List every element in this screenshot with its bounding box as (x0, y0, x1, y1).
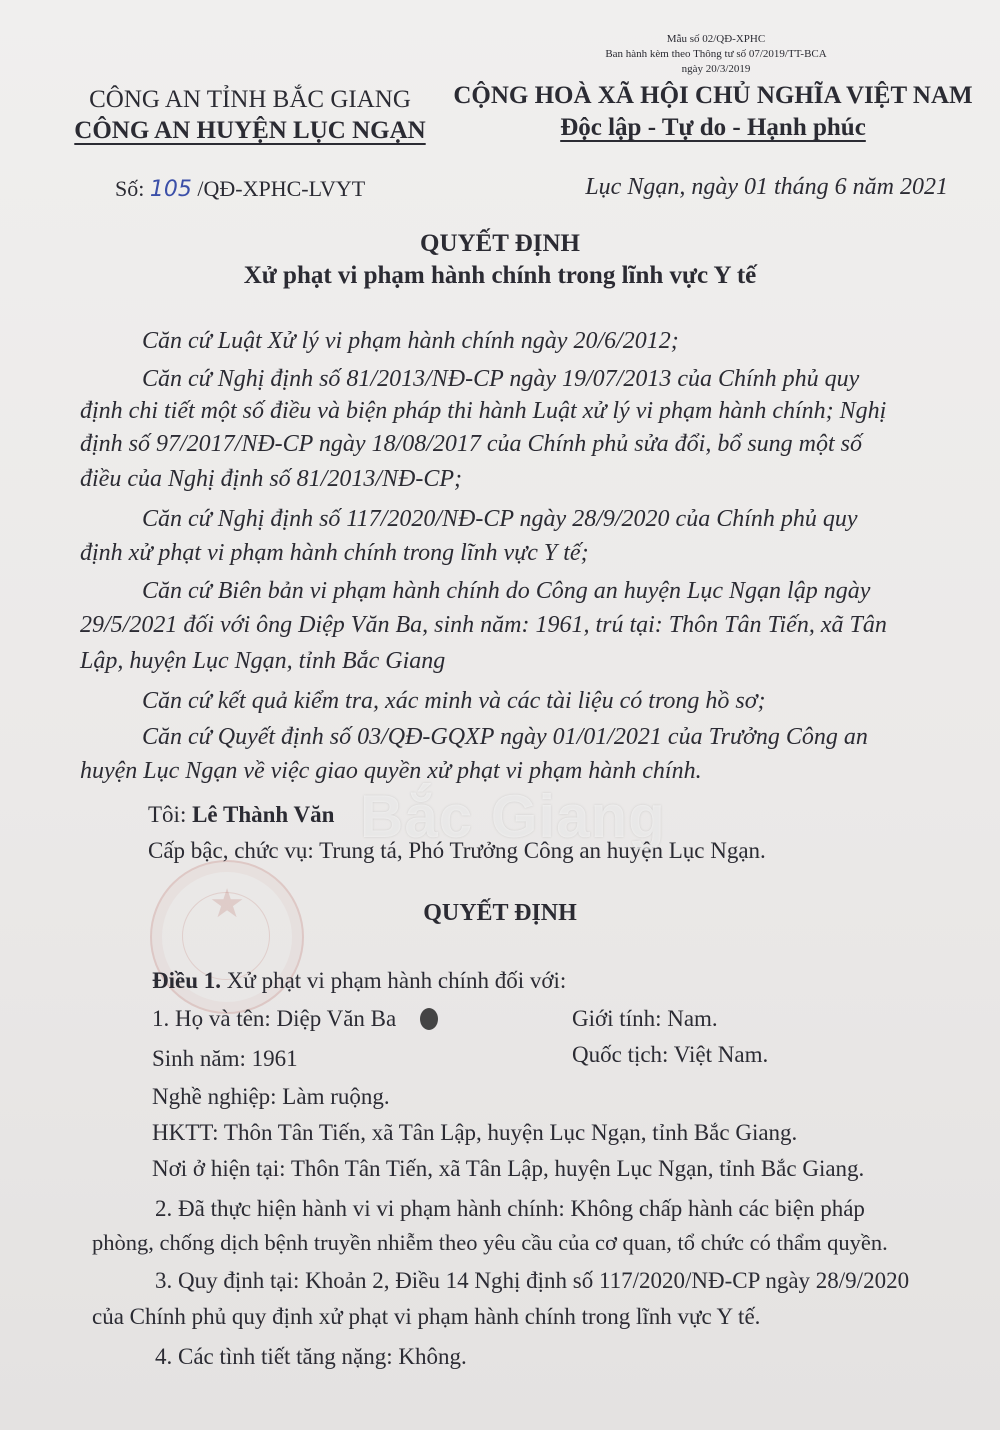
basis-line: 29/5/2021 đối với ông Diệp Văn Ba, sinh năm: 1961, trú tại: Thôn Tân Tiến, xã Tân (80, 612, 887, 638)
basis-line: định xử phạt vi phạm hành chính trong lĩnh vực Y tế; (80, 540, 589, 566)
violator-residence: Nơi ở hiện tại: Thôn Tân Tiến, xã Tân Lập, huyện Lục Ngạn, tỉnh Bắc Giang. (152, 1156, 865, 1181)
official-name: Lê Thành Văn (192, 802, 335, 827)
article-1-text: Xử phạt vi phạm hành chính đối với: (226, 968, 567, 993)
decision-heading: QUYẾT ĐỊNH (423, 900, 577, 926)
violator-gender: Giới tính: Nam. (572, 1006, 718, 1031)
violator-nationality: Quốc tịch: Việt Nam. (572, 1042, 769, 1067)
article-1 (152, 968, 566, 994)
violation-item-4: 4. Các tình tiết tăng nặng: Không. (155, 1344, 467, 1369)
official-rank: Cấp bậc, chức vụ: Trung tá, Phó Trưởng Công an huyện Lục Ngạn. (148, 838, 766, 863)
watermark: Bắc Giang (360, 783, 666, 850)
nation-motto: Độc lập - Tự do - Hạnh phúc (560, 114, 866, 141)
form-circular-date: ngày 20/3/2019 (681, 63, 751, 75)
basis-line: Căn cứ Biên bản vi phạm hành chính do Công an huyện Lục Ngạn lập ngày (142, 578, 871, 604)
nation-title: CỘNG HOÀ XÃ HỘI CHỦ NGHĨA VIỆT NAM (453, 82, 973, 109)
number-label: Số: (115, 176, 145, 201)
form-reference (566, 32, 866, 77)
violation-item-2-line-1: 2. Đã thực hiện hành vi vi phạm hành chính: Không chấp hành các biện pháp (155, 1196, 865, 1221)
basis-line: Căn cứ Luật Xử lý vi phạm hành chính ngày 20/6/2012; (142, 328, 679, 354)
violator-occupation: Nghề nghiệp: Làm ruộng. (152, 1084, 390, 1109)
number-suffix: /QĐ-XPHC-LVYT (197, 176, 366, 201)
violator-name: 1. Họ và tên: Diệp Văn Ba (152, 1006, 397, 1031)
basis-line: định chi tiết một số điều và biện pháp thi hành Luật xử lý vi phạm hành chính; Nghị (80, 398, 887, 424)
seal-star-icon: ★ (209, 881, 245, 926)
place-date: Lục Ngạn, ngày 01 tháng 6 năm 2021 (585, 174, 948, 200)
basis-line: huyện Lục Ngạn về việc giao quyền xử phạt vi phạm hành chính. (80, 758, 702, 784)
violator-birth-year: Sinh năm: 1961 (152, 1046, 298, 1071)
ink-blot (420, 1008, 438, 1030)
basis-line: điều của Nghị định số 81/2013/NĐ-CP; (80, 466, 462, 492)
official-label: Tôi: (148, 802, 187, 827)
document-title: QUYẾT ĐỊNH (420, 230, 580, 257)
article-1-label: Điều 1. (152, 968, 221, 993)
violation-item-3-line-2: của Chính phủ quy định xử phạt vi phạm hành chính trong lĩnh vực Y tế. (92, 1304, 761, 1329)
document-subtitle: Xử phạt vi phạm hành chính trong lĩnh vực Y tế (243, 262, 757, 289)
form-number: Mẫu số 02/QĐ-XPHC (666, 33, 766, 45)
violator-hktt: HKTT: Thôn Tân Tiến, xã Tân Lập, huyện Lục Ngạn, tỉnh Bắc Giang. (152, 1120, 798, 1145)
agency-parent: CÔNG AN TỈNH BẮC GIANG (89, 86, 411, 113)
basis-line: Căn cứ Nghị định số 117/2020/NĐ-CP ngày 28/9/2020 của Chính phủ quy (142, 506, 858, 532)
basis-line: định số 97/2017/NĐ-CP ngày 18/08/2017 của Chính phủ sửa đổi, bổ sung một số (80, 431, 863, 457)
handwritten-number: 105 (149, 177, 192, 202)
violation-item-2-line-2: phòng, chống dịch bệnh truyền nhiễm theo yêu cầu của cơ quan, tổ chức có thẩm quyền. (92, 1230, 888, 1255)
official-name-line (148, 802, 334, 828)
violation-item-3-line-1: 3. Quy định tại: Khoản 2, Điều 14 Nghị định số 117/2020/NĐ-CP ngày 28/9/2020 (155, 1268, 910, 1293)
document-number (115, 176, 365, 202)
agency-name: CÔNG AN HUYỆN LỤC NGẠN (74, 117, 426, 144)
form-circular: Ban hành kèm theo Thông tư số 07/2019/TT-BCA (605, 48, 827, 60)
basis-line: Căn cứ Quyết định số 03/QĐ-GQXP ngày 01/01/2021 của Trưởng Công an (142, 724, 868, 750)
basis-line: Căn cứ Nghị định số 81/2013/NĐ-CP ngày 19/07/2013 của Chính phủ quy (142, 366, 860, 392)
basis-line: Lập, huyện Lục Ngạn, tỉnh Bắc Giang (80, 648, 446, 674)
basis-line: Căn cứ kết quả kiểm tra, xác minh và các tài liệu có trong hồ sơ; (142, 688, 766, 714)
